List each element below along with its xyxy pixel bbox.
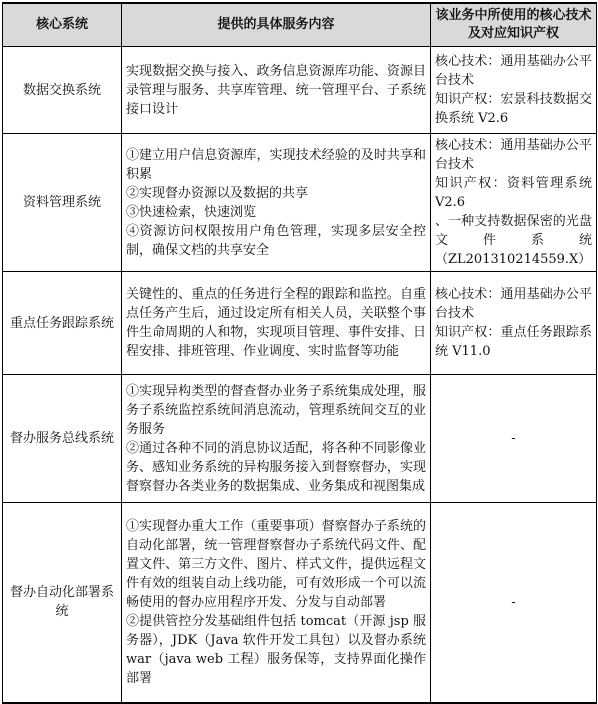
service-line: ②提供管控分发基础组件包括 tomcat（开源 jsp 服务器），JDK（Java 软件开发工具包）以及督办系统 war（java web 工程）服务保等，支持界面化操作部署 — [126, 613, 426, 686]
table-row — [3, 47, 597, 134]
tech-line: 核心技术：通用基础办公平台技术 — [435, 54, 592, 88]
service-content — [122, 272, 431, 375]
header-core-system: 核心系统 — [3, 3, 122, 47]
tech-ip-content — [431, 134, 597, 272]
tech-ip-content: - — [431, 375, 597, 503]
table-row — [3, 503, 597, 703]
tech-ip-content — [431, 272, 597, 375]
service-content — [122, 375, 431, 503]
tech-line: 核心技术：通用基础办公平台技术 — [435, 138, 592, 172]
service-content — [122, 134, 431, 272]
table-row — [3, 272, 597, 375]
service-line: ①实现异构类型的督查督办业务子系统集成处理，服务子系统监控系统间消息流动，管理系统间交互的业务服务 — [126, 383, 426, 437]
header-row — [3, 3, 597, 47]
service-content — [122, 47, 431, 134]
ip-line: 知识产权：重点任务跟踪系统 V11.0 — [435, 325, 592, 359]
header-tech-ip: 该业务中所使用的核心技术及对应知识产权 — [431, 3, 597, 47]
ip-line: 知识产权：资料管理系统 V2.6 — [435, 176, 592, 210]
table-row — [3, 134, 597, 272]
service-line: 实现数据交换与接入、政务信息资源库功能、资源目录管理与服务、共享库管理、统一管理平台、子系统接口设计 — [126, 63, 426, 117]
system-name: 督办自动化部署系统 — [3, 503, 122, 703]
service-line: 关键性的、重点的任务进行全程的跟踪和监控。自重点任务产生后，通过设定所有相关人员，关联整个事件生命周期的人和物，实现项目管理、事件安排、日程安排、排班管理、作业调度、实时监督等功能 — [126, 287, 426, 359]
system-name: 资料管理系统 — [3, 134, 122, 272]
ip-line: 知识产权：宏景科技数据交换系统 V2.6 — [435, 92, 592, 126]
services-table — [2, 2, 597, 704]
service-line: ②实现督办资源以及数据的共享 — [126, 185, 309, 201]
ip-line: 、一种支持数据保密的光盘文件系统（ZL201310214559.X） — [435, 214, 592, 267]
system-name: 重点任务跟踪系统 — [3, 272, 122, 375]
service-line: ①建立用户信息资源库，实现技术经验的及时共享和积累 — [126, 147, 426, 182]
system-name: 数据交换系统 — [3, 47, 122, 134]
system-name: 督办服务总线系统 — [3, 375, 122, 503]
service-line: ③快速检索，快速浏览 — [126, 204, 257, 220]
header-services: 提供的具体服务内容 — [122, 3, 431, 47]
tech-ip-content — [431, 47, 597, 134]
service-line: ②通过各种不同的消息协议适配，将各种不同影像业务、感知业务系统的异构服务接入到督察督办，实现督察督办各类业务的数据集成、业务集成和视图集成 — [126, 440, 426, 494]
table-row — [3, 375, 597, 503]
service-content — [122, 503, 431, 703]
service-line: ④资源访问权限按用户角色管理，实现多层安全控制，确保文档的共享安全 — [126, 223, 426, 258]
tech-ip-content: - — [431, 503, 597, 703]
service-line: ①实现督办重大工作（重要事项）督察督办子系统的自动化部署，统一管理督察督办子系统代码文件、配置文件、第三方文件、图片、样式文件，提供远程文件有效的组装自动上线功能，可有效形成一个可以流畅使用的督办应用程序开发、分发与自动部署 — [126, 518, 426, 610]
tech-line: 核心技术：通用基础办公平台技术 — [435, 287, 592, 321]
